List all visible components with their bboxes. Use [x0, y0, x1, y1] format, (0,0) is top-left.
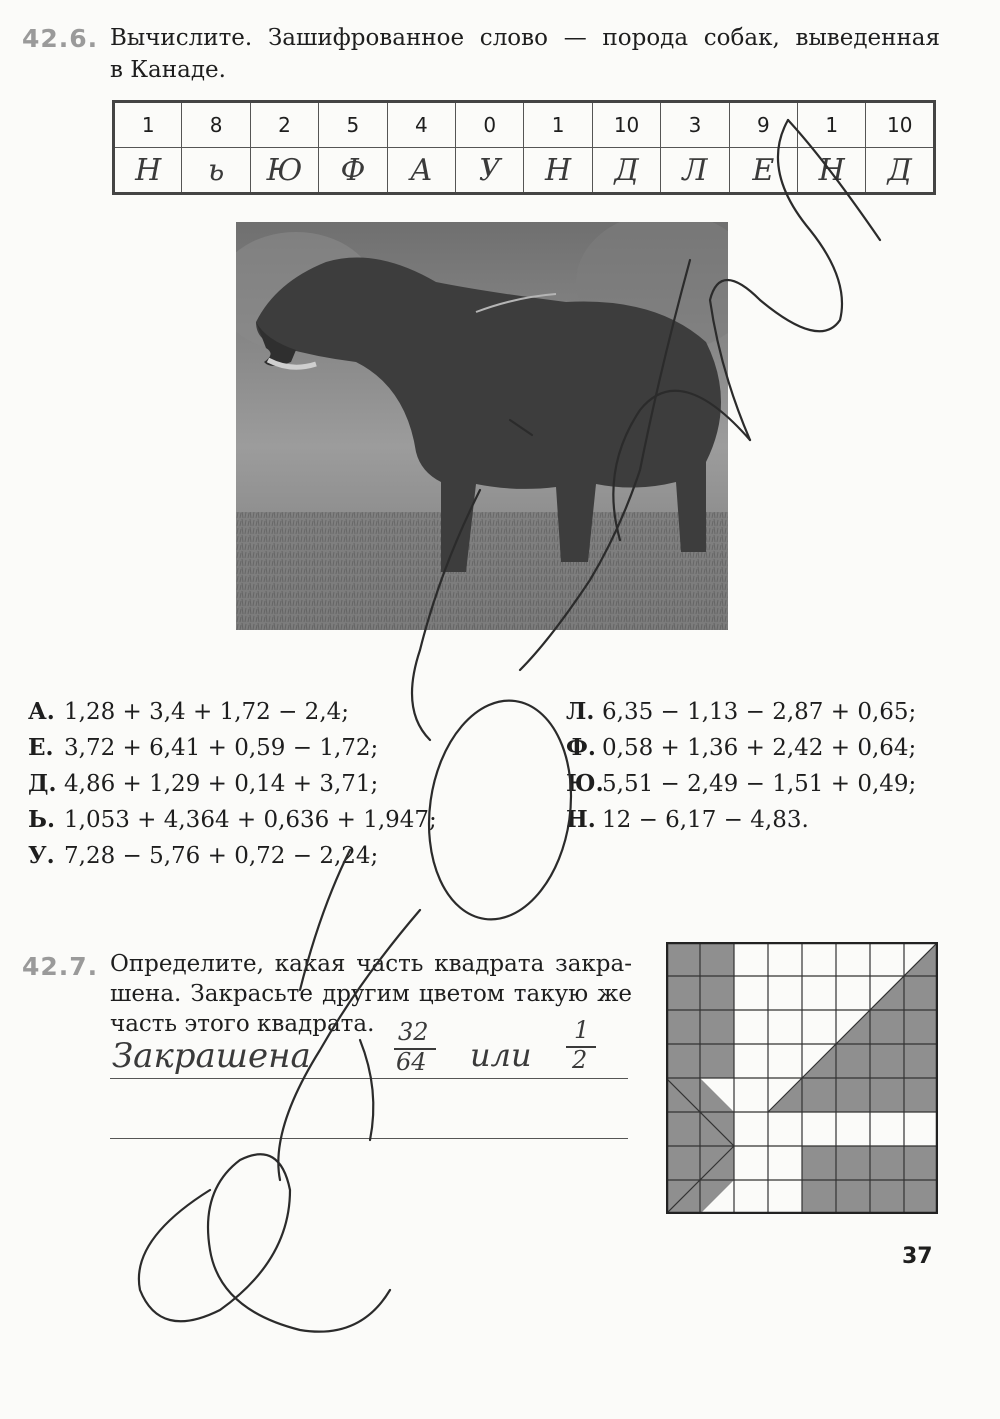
- cipher-number-cell: 1: [798, 102, 866, 148]
- cipher-number-cell: 2: [250, 102, 318, 148]
- expression-label: Ь.: [28, 806, 55, 833]
- handwritten-fraction2-numerator: 1: [574, 1016, 590, 1044]
- cipher-number-cell: 5: [319, 102, 387, 148]
- cipher-letter-cell: ь: [182, 148, 250, 194]
- expression-label: Ф.: [566, 734, 596, 761]
- cipher-letter-cell: Н: [524, 148, 592, 194]
- cipher-number-cell: 10: [592, 102, 660, 148]
- task-number-42-7: 42.7.: [22, 952, 99, 981]
- page-number: 37: [902, 1244, 933, 1269]
- cipher-number-cell: 8: [182, 102, 250, 148]
- task-42-7-text-line1: Определите, какая часть квадрата закра-: [110, 951, 632, 977]
- handwritten-fraction1-numerator: 32: [398, 1018, 429, 1046]
- expression-text: 0,58 + 1,36 + 2,42 + 0,64;: [602, 735, 917, 761]
- expression-label: У.: [28, 842, 55, 869]
- expression-text: 5,51 − 2,49 − 1,51 + 0,49;: [602, 771, 917, 797]
- expression-text: 12 − 6,17 − 4,83.: [602, 807, 809, 833]
- expression-text: 1,053 + 4,364 + 0,636 + 1,947;: [64, 807, 437, 833]
- cipher-letter-cell: Е: [729, 148, 797, 194]
- task-42-7-text-line3: часть этого квадрата.: [110, 1011, 375, 1037]
- cipher-number-cell: 10: [866, 102, 935, 148]
- expression-text: 7,28 − 5,76 + 0,72 − 2,24;: [64, 843, 379, 869]
- task-42-7-text-line2: шена. Закрасьте другим цветом такую же: [110, 981, 632, 1007]
- task-42-6-text-line1: Вычислите. Зашифрованное слово — порода собак, выведенная: [110, 25, 940, 51]
- expression-text: 3,72 + 6,41 + 0,59 − 1,72;: [64, 735, 379, 761]
- handwritten-fraction1-denominator: 64: [396, 1048, 427, 1076]
- expression-label: Д.: [28, 770, 57, 797]
- task-42-6-text-line2: в Канаде.: [110, 57, 226, 83]
- cipher-number-cell: 4: [387, 102, 455, 148]
- handwritten-answer-word: Закрашена: [112, 1036, 311, 1076]
- cipher-letter-cell: А: [387, 148, 455, 194]
- cipher-letter-cell: Ф: [319, 148, 387, 194]
- expression-label: Ю.: [566, 770, 604, 797]
- cipher-letter-cell: Н: [798, 148, 866, 194]
- handwritten-fraction2-denominator: 2: [572, 1046, 588, 1074]
- expression-label: Л.: [566, 698, 595, 725]
- cipher-letter-cell: Л: [661, 148, 729, 194]
- expression-text: 4,86 + 1,29 + 0,14 + 3,71;: [64, 771, 379, 797]
- cipher-letter-cell: У: [456, 148, 524, 194]
- cipher-letter-cell: Н: [114, 148, 182, 194]
- expression-label: А.: [28, 698, 55, 725]
- expression-text: 6,35 − 1,13 − 2,87 + 0,65;: [602, 699, 917, 725]
- cipher-letter-cell: Ю: [250, 148, 318, 194]
- expression-text: 1,28 + 3,4 + 1,72 − 2,4;: [64, 699, 350, 725]
- cipher-letter-cell: Д: [592, 148, 660, 194]
- cipher-number-cell: 3: [661, 102, 729, 148]
- handwritten-or: или: [470, 1036, 532, 1074]
- cipher-number-cell: 9: [729, 102, 797, 148]
- pencil-scribble-watermark: [120, 110, 910, 1350]
- cipher-number-cell: 1: [524, 102, 592, 148]
- cipher-number-cell: 1: [114, 102, 182, 148]
- cipher-letter-cell: Д: [866, 148, 935, 194]
- task-number-42-6: 42.6.: [22, 24, 99, 53]
- expression-label: Е.: [28, 734, 54, 761]
- expression-label: Н.: [566, 806, 596, 833]
- cipher-number-cell: 0: [456, 102, 524, 148]
